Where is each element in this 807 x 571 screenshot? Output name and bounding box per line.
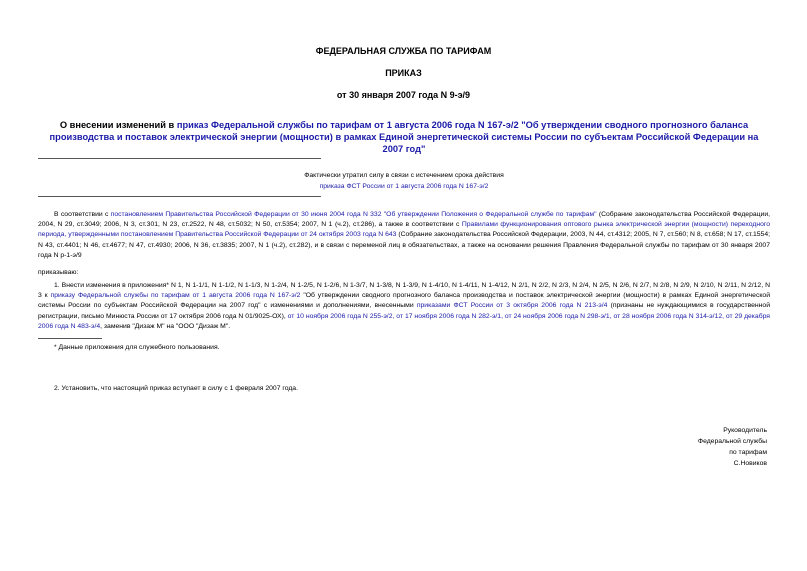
footnote: * Данные приложения для служебного пользования.: [54, 344, 220, 351]
preamble-link-2[interactable]: Правилами функционирования оптового рынка электрической энергии (мощности) переходного периода, утвержденными постановлением Правительства Российской Федерации от 24 октября 2003 года N 643: [38, 221, 770, 239]
doc-subject: [38, 119, 770, 155]
preamble-paragraph: [38, 210, 770, 261]
clause-1-link-2[interactable]: приказами ФСТ России от 3 октября 2006 года N 213-э/4: [416, 302, 608, 310]
preamble-link-1[interactable]: постановлением Правительства Российской Федерации от 30 июня 2004 года N 332 "Об утверждении Положения о Федеральной службе по тарифам": [110, 211, 597, 218]
status-line: Фактически утратил силу в связи с истечением срока действия: [304, 172, 504, 179]
clause-2-paragraph: 2. Установить, что настоящий приказ вступает в силу с 1 февраля 2007 года.: [54, 385, 298, 392]
preamble-text-3: (Собрание законодательства Российской Федерации, 2003, N 44, ст.4312; 2005, N 7, ст.560; N 8, ст.658; N 17, ст.1554; N 43, ст.4401; N 46, ст.4677; N 47, ст.4930; 2006, N 36, ст.3835; 2007, N 1 (ч.2), ст.282), и в связи с переменой лиц в обязательствах, а также на основании решения Правления Федеральной службы по тарифам от 30 января 2007 года N р-1-э/9: [38, 231, 771, 259]
subject-prefix: О внесении изменений в: [59, 120, 177, 130]
clause-1-link-1[interactable]: приказу Федеральной службы по тарифам от 1 августа 2006 года N 167-э/2: [50, 292, 301, 300]
status-note: [38, 170, 770, 192]
clause-1-text-1: 1. Внести изменения в приложения* N 1, N 1-1/1, N 1-1/2, N 1-1/3, N 1-2/4, N 1-2/5, N 1-2/6, N 1-3/7, N 1-3/8, N 1-3/9, N 1-4/10, N 1-4/11, N 1-4/12, N 2/1, N 2/2, N 2/3, N 2/4, N 2/5, N 2/6, N 2/7, N 2/8, N 2/9, N 2/10, N 2/11, N 2/12, N 3 к: [38, 282, 770, 300]
status-link[interactable]: приказа ФСТ России от 1 августа 2006 года N 167-э/2: [319, 183, 489, 190]
clause-1-link-3[interactable]: от 10 ноября 2006 года N 255-э/2, от 17 ноября 2006 года N 282-э/1, от 24 ноября 2006 года N 298-э/1, от 28 ноября 2006 года N 314-э/12, от 29 декабря 2006 года N 483-э/4: [38, 312, 770, 330]
clause-1-text-4: , заменив "Дизаж М" на "ООО "Дизаж М".: [100, 322, 231, 330]
signature-block: [698, 425, 767, 469]
preamble-text-1: В соответствии с: [54, 211, 111, 218]
signature-name: С.Новиков: [733, 460, 767, 467]
clause-1-paragraph: [38, 281, 770, 332]
order-word: приказываю:: [38, 269, 79, 276]
subject-link[interactable]: приказ Федеральной службы по тарифам от 1 августа 2006 года N 167-э/2 "Об утверждении сводного прогнозного баланса производства и поставок электрической энергии (мощности) в рамках Единой энергетической системы России по субъектам Российской Федерации на 2007 год": [49, 120, 759, 154]
doc-type-title: ПРИКАЗ: [385, 68, 422, 78]
clause-1-text-3: (признаны не нуждающимися в государственной регистрации, письмо Минюста России от 17 октября 2006 года N 01/9025-ОХ),: [38, 302, 770, 320]
divider-top: [38, 158, 321, 159]
footnote-divider: [38, 338, 102, 339]
preamble-text-2: (Собрание законодательства Российской Федерации, 2004, N 29, ст.3049; 2006, N 3, ст.301, N 23, ст.2522, N 48, ст.5032; N 50, ст.5354; 2007, N 1 (ч.2), ст.286), а также в соответствии с: [38, 211, 771, 229]
signature-line-3: по тарифам: [729, 449, 767, 456]
divider-bottom: [38, 196, 321, 197]
clause-1-text-2: "Об утверждении сводного прогнозного баланса производства и поставок электрической энергии (мощности) в рамках Единой энергетической системы России по субъектам Российской Федерации на 2007 год" с изменениями и дополнениями, внесенными: [38, 292, 770, 310]
agency-title: ФЕДЕРАЛЬНАЯ СЛУЖБА ПО ТАРИФАМ: [315, 46, 492, 56]
signature-line-2: Федеральной службы: [697, 438, 767, 445]
signature-line-1: Руководитель: [723, 427, 767, 434]
doc-date-number: от 30 января 2007 года N 9-э/9: [336, 90, 471, 100]
